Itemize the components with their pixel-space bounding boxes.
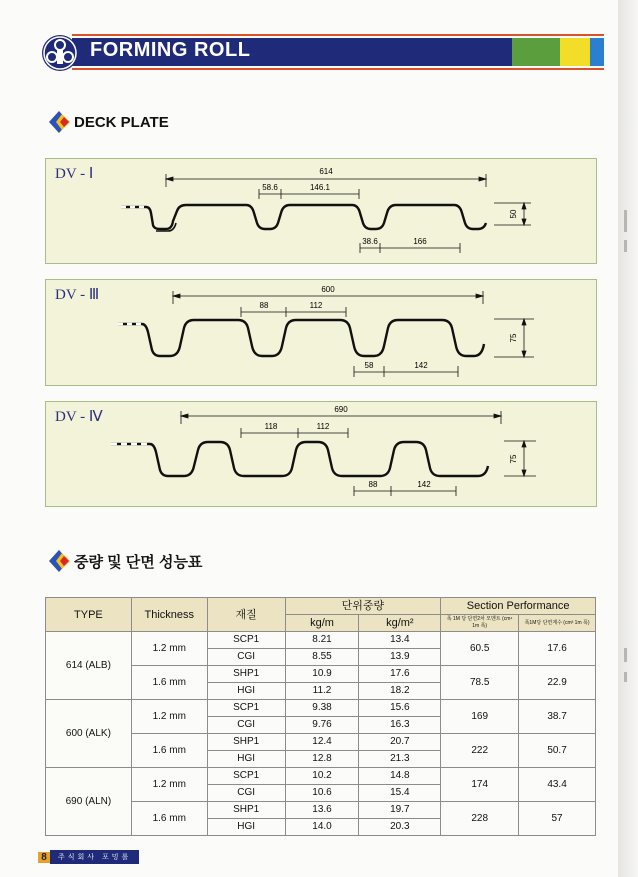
moment-cell: 78.5 (441, 666, 519, 700)
color-block-blue (590, 38, 604, 66)
page-number: 8 (38, 852, 50, 863)
modulus-cell: 43.4 (519, 768, 596, 802)
type-cell: 614 (ALB) (46, 632, 132, 700)
table-row (46, 768, 596, 785)
color-block-green (512, 38, 560, 66)
material-cell: SHP1 (207, 666, 285, 683)
section-title: 중량 및 단면 성능표 (74, 553, 203, 571)
moment-cell: 228 (441, 802, 519, 836)
dim-overall: 600 (321, 285, 335, 294)
material-cell: SCP1 (207, 700, 285, 717)
material-cell: SHP1 (207, 734, 285, 751)
modulus-cell: 38.7 (519, 700, 596, 734)
dim-b: 112 (316, 422, 330, 431)
thickness-cell: 1.2 mm (131, 768, 207, 802)
col-material: 재질 (207, 598, 285, 632)
dim-overall: 690 (334, 405, 348, 414)
thickness-cell: 1.2 mm (131, 700, 207, 734)
kgm-cell: 9.38 (285, 700, 359, 717)
section-heading-deck-plate (48, 110, 169, 134)
dim-d: 166 (413, 237, 427, 246)
moment-cell: 222 (441, 734, 519, 768)
kgm2-cell: 16.3 (359, 717, 441, 734)
profile-panel-dv1 (45, 158, 597, 264)
profile-drawing-dv4 (46, 402, 596, 506)
material-cell: HGI (207, 683, 285, 700)
kgm-cell: 10.6 (285, 785, 359, 802)
kgm-cell: 12.4 (285, 734, 359, 751)
col-moment: 폭 1M 당 단면2차 모멘트 (cm⁴ 1m 폭) (441, 615, 519, 632)
material-cell: CGI (207, 785, 285, 802)
table-row (46, 700, 596, 717)
type-cell: 690 (ALN) (46, 768, 132, 836)
moment-cell: 174 (441, 768, 519, 802)
material-cell: SCP1 (207, 768, 285, 785)
table-row (46, 632, 596, 649)
moment-cell: 169 (441, 700, 519, 734)
kgm2-cell: 21.3 (359, 751, 441, 768)
dim-d: 142 (414, 361, 428, 370)
dim-height: 75 (509, 454, 518, 464)
kgm2-cell: 20.3 (359, 819, 441, 836)
modulus-cell: 57 (519, 802, 596, 836)
material-cell: SHP1 (207, 802, 285, 819)
page-edge (618, 0, 638, 877)
col-kgm: kg/m (285, 615, 359, 632)
modulus-cell: 17.6 (519, 632, 596, 666)
col-thickness: Thickness (131, 598, 207, 632)
kgm2-cell: 20.7 (359, 734, 441, 751)
kgm-cell: 10.2 (285, 768, 359, 785)
section-heading-weight-table (48, 549, 202, 573)
profile-label: DV - Ⅳ (55, 409, 103, 425)
header-rule-bottom (72, 68, 604, 70)
dim-b: 112 (309, 301, 323, 310)
kgm2-cell: 18.2 (359, 683, 441, 700)
thickness-cell: 1.2 mm (131, 632, 207, 666)
material-cell: HGI (207, 819, 285, 836)
page-footer (38, 850, 139, 864)
profile-label: DV - Ⅲ (55, 287, 100, 303)
dim-height: 50 (509, 209, 518, 219)
kgm2-cell: 13.4 (359, 632, 441, 649)
kgm2-cell: 19.7 (359, 802, 441, 819)
kgm2-cell: 17.6 (359, 666, 441, 683)
diamond-bullet-icon (48, 549, 70, 573)
modulus-cell: 50.7 (519, 734, 596, 768)
kgm-cell: 11.2 (285, 683, 359, 700)
col-kgm2: kg/m² (359, 615, 441, 632)
thickness-cell: 1.6 mm (131, 666, 207, 700)
dim-c: 58 (364, 361, 374, 370)
diamond-bullet-icon (48, 110, 70, 134)
moment-cell: 60.5 (441, 632, 519, 666)
thickness-cell: 1.6 mm (131, 734, 207, 768)
modulus-cell: 22.9 (519, 666, 596, 700)
kgm-cell: 14.0 (285, 819, 359, 836)
dim-overall: 614 (319, 167, 333, 176)
kgm-cell: 8.21 (285, 632, 359, 649)
dim-b: 146.1 (309, 183, 331, 192)
kgm-cell: 9.76 (285, 717, 359, 734)
dim-a: 58.6 (262, 183, 278, 192)
dim-c: 88 (368, 480, 378, 489)
kgm-cell: 12.8 (285, 751, 359, 768)
material-cell: CGI (207, 717, 285, 734)
kgm2-cell: 13.9 (359, 649, 441, 666)
dim-a: 88 (259, 301, 269, 310)
dim-d: 142 (417, 480, 431, 489)
header-rule-top (72, 34, 604, 36)
performance-table (45, 597, 596, 836)
profile-panel-dv4 (45, 401, 597, 507)
company-logo-icon (42, 35, 78, 71)
kgm2-cell: 15.4 (359, 785, 441, 802)
header-banner (42, 34, 608, 72)
material-cell: HGI (207, 751, 285, 768)
col-section-performance: Section Performance (441, 598, 596, 615)
kgm-cell: 13.6 (285, 802, 359, 819)
company-name: 주식회사 포밍롤 (50, 850, 139, 864)
color-block-yellow (560, 38, 590, 66)
kgm2-cell: 15.6 (359, 700, 441, 717)
col-modulus: 폭1M당 단면계수 (cm³ 1m 폭) (519, 615, 596, 632)
section-title: DECK PLATE (74, 113, 169, 131)
col-unit-weight: 단위중량 (285, 598, 441, 615)
header-title: FORMING ROLL (90, 39, 251, 61)
kgm-cell: 8.55 (285, 649, 359, 666)
profile-drawing-dv3 (46, 280, 596, 385)
material-cell: CGI (207, 649, 285, 666)
table-body (46, 632, 596, 836)
dim-c: 38.6 (362, 237, 378, 246)
dim-height: 75 (509, 333, 518, 343)
profile-label: DV - Ⅰ (55, 166, 94, 182)
col-type: TYPE (46, 598, 132, 632)
type-cell: 600 (ALK) (46, 700, 132, 768)
kgm-cell: 10.9 (285, 666, 359, 683)
thickness-cell: 1.6 mm (131, 802, 207, 836)
profile-drawing-dv1 (46, 159, 596, 263)
kgm2-cell: 14.8 (359, 768, 441, 785)
dim-a: 118 (264, 422, 278, 431)
material-cell: SCP1 (207, 632, 285, 649)
profile-panel-dv3 (45, 279, 597, 386)
